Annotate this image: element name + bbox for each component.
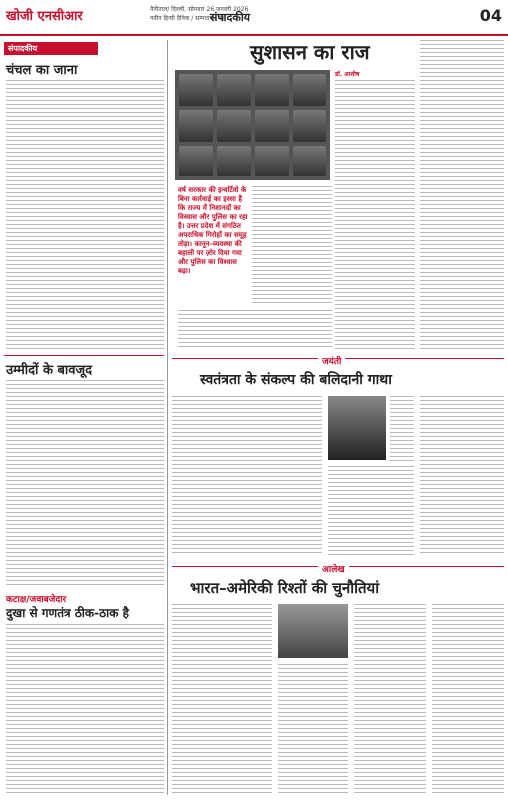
aalekh-label: आलेख	[318, 562, 349, 575]
dateline-line-1: नैनीताल/ दिल्ली, सोमवार 26 जनवरी 2026	[150, 6, 249, 13]
portrait	[293, 110, 326, 142]
portrait	[255, 74, 289, 106]
portrait	[179, 74, 213, 106]
column-separator	[167, 40, 168, 795]
dateline-line-2: नवीन हिन्दी दैनिक / सम्पादक: जेहे	[150, 15, 226, 22]
main-headline: सुशासन का राज	[250, 40, 370, 64]
portrait	[179, 110, 213, 142]
byline: डॉ. आशीष	[335, 71, 360, 78]
divider	[4, 355, 164, 356]
aalekh-body-text-2	[278, 664, 348, 794]
portrait	[217, 110, 251, 142]
column-tag: कटाक्ष/जवाबजेदार	[6, 595, 67, 605]
portrait	[255, 146, 289, 176]
aalekh-photo	[278, 604, 348, 658]
jayanti-body-text-4	[420, 396, 504, 556]
main-body-text-1	[252, 186, 332, 306]
portrait	[217, 74, 251, 106]
jayanti-title: स्वतंत्रता के संकल्प की बलिदानी गाथा	[200, 372, 392, 388]
portrait	[255, 110, 289, 142]
section-title: संपादकीय	[210, 11, 251, 24]
second-body-text	[6, 380, 164, 585]
aalekh-body-text-4	[432, 604, 504, 794]
jayanti-label: जयंती	[318, 354, 345, 367]
editorial-body-text	[6, 80, 164, 350]
jayanti-body-text-3	[390, 396, 414, 462]
aalekh-body-text-3	[354, 604, 426, 794]
page-number: 04	[479, 6, 502, 25]
jayanti-body-text-2	[328, 466, 414, 556]
page-header	[0, 0, 508, 36]
editorial-title: चंचल का जाना	[6, 63, 78, 78]
leaders-photo-collage	[175, 70, 330, 180]
jayanti-portrait	[328, 396, 386, 460]
editorial-section-label: संपादकीय	[4, 42, 98, 55]
column-body-text	[6, 624, 164, 794]
portrait	[293, 146, 326, 176]
portrait	[179, 146, 213, 176]
main-body-text-4	[420, 40, 504, 350]
main-body-text-3	[335, 80, 415, 350]
pull-quote: वर्ष सरकार की इन्वर्टिवो के बिना कार्रवाई का इस्सा है कि राज्य में निशानदों का विस्वास और पुलिस का रहा है। उत्तर प्रदेश में संगठित अपराधिक गिरोहों का समूह तोड़ा। कानून–व्यवस्था की बहाली पर ज़ोर दिया गया और पुलिस का विश्वास बढ़ा।	[178, 186, 248, 275]
aalekh-title: भारत–अमेरिकी रिश्तों की चुनौतियां	[190, 579, 380, 597]
portrait	[217, 146, 251, 176]
column-title: दुखा से गणतंत्र ठीक-ठाक है	[6, 606, 129, 620]
second-title: उम्मीदों के बावजूद	[6, 363, 93, 378]
aalekh-body-text-1	[172, 604, 272, 794]
jayanti-body-text-1	[172, 396, 322, 556]
masthead: खोजी एनसीआर	[6, 9, 83, 24]
main-body-text-2	[178, 310, 332, 350]
portrait	[293, 74, 326, 106]
